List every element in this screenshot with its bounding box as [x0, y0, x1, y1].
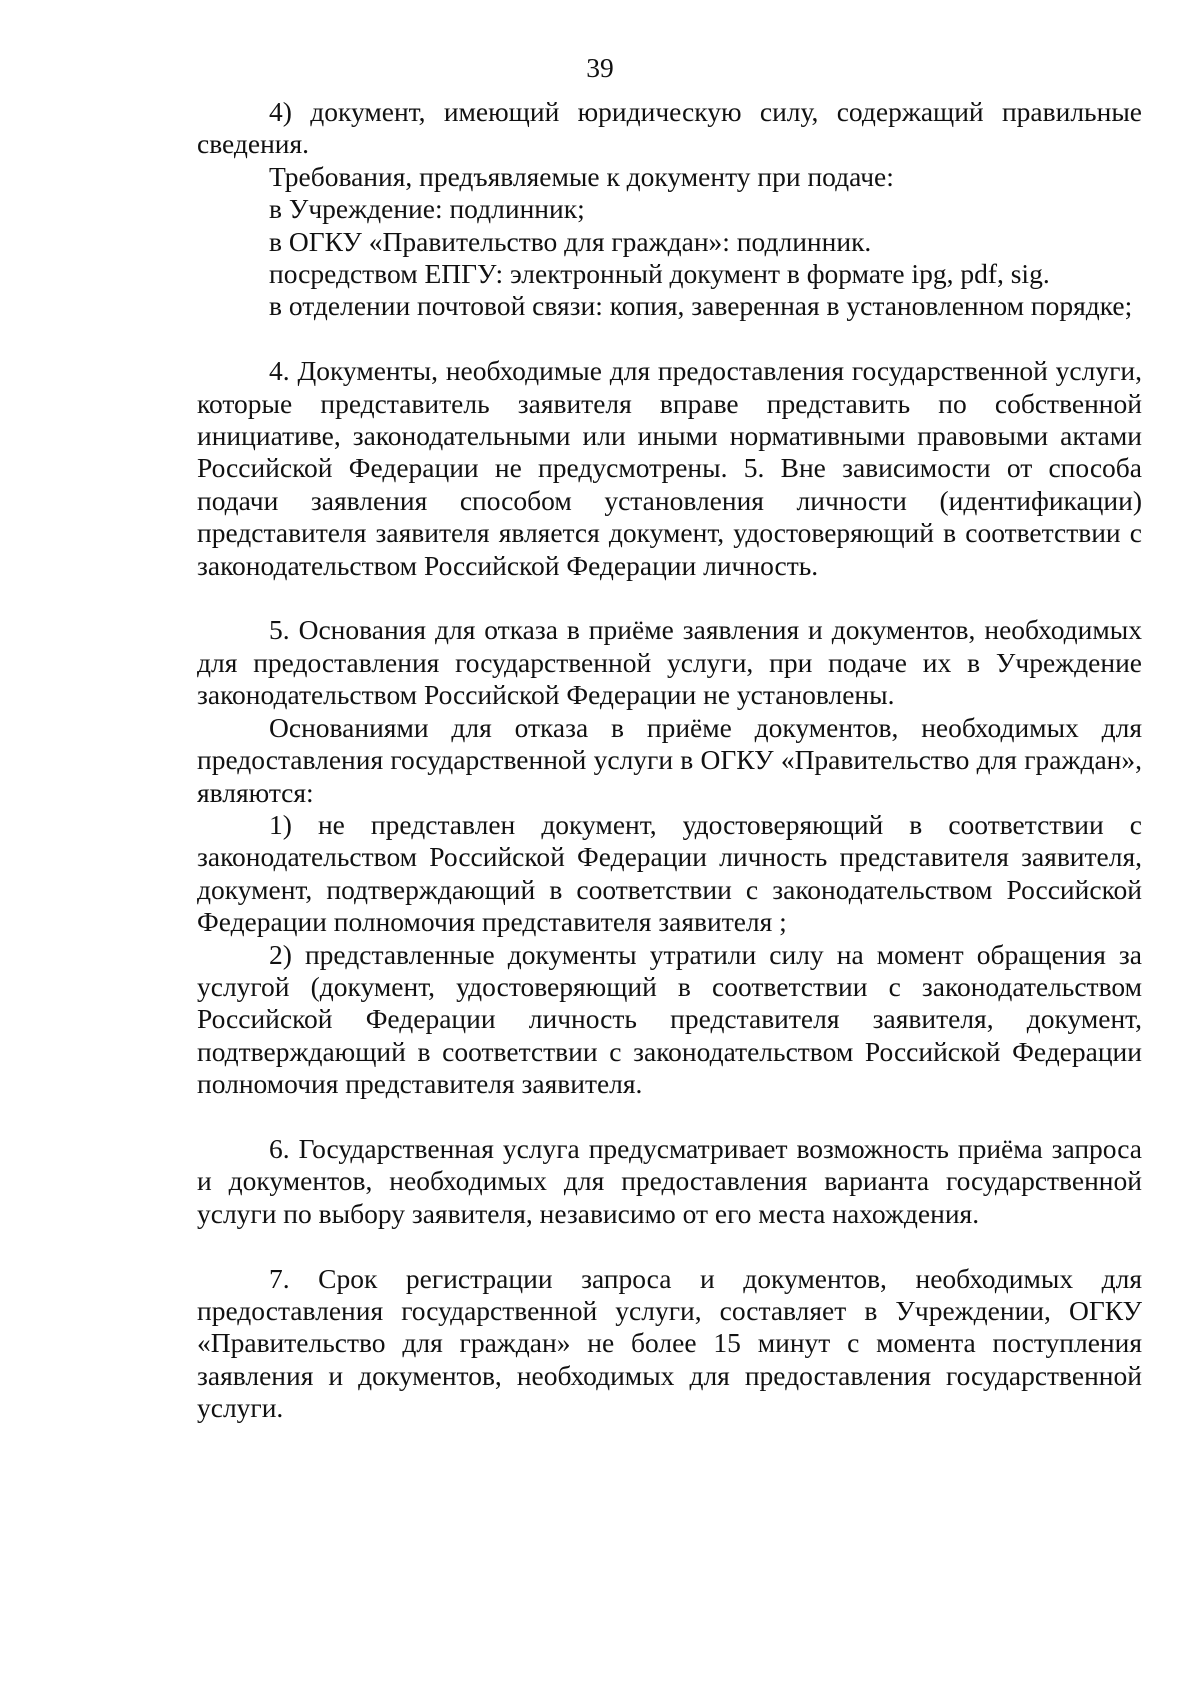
paragraph-section-7: 7. Срок регистрации запроса и документов, необходимых для предоставления государственной услуги, составляет в Учреждении, ОГКУ «Правительство для граждан» не более 15 минут с момента поступления заявления и документов, необходимых для предоставления государственной услуги.	[197, 1262, 1142, 1424]
paragraph-requirement-epgu: посредством ЕПГУ: электронный документ в формате ipg, pdf, sig.	[269, 258, 1050, 290]
document-body	[197, 96, 1142, 1425]
paragraph-refusal-ground-2: 2) представленные документы утратили силу на момент обращения за услугой (документ, удостоверяющий в соответствии с законодательством Российской Федерации личность представителя заявителя, документ, подтверждающий в соответствии с законодательством Российской Федерации полномочия представителя заявителя.	[197, 938, 1142, 1100]
paragraph-requirement-post: в отделении почтовой связи: копия, заверенная в установленном порядке;	[269, 290, 1133, 322]
paragraph-item-4-document: 4) документ, имеющий юридическую силу, содержащий правильные сведения.	[197, 96, 1142, 160]
paragraph-section-5: 5. Основания для отказа в приёме заявления и документов, необходимых для предоставления государственной услуги, при подаче их в Учреждение законодательством Российской Федерации не установлены.	[197, 614, 1142, 711]
paragraph-requirement-ogku: в ОГКУ «Правительство для граждан»: подлинник.	[269, 225, 872, 257]
paragraph-requirements-intro: Требования, предъявляемые к документу при подаче:	[269, 160, 894, 192]
paragraph-requirement-institution: в Учреждение: подлинник;	[269, 193, 585, 225]
page-number: 39	[586, 52, 614, 83]
paragraph-section-4: 4. Документы, необходимые для предоставления государственной услуги, которые представитель заявителя вправе представить по собственной инициативе, законодательными или иными нормативными правовыми актами Российской Федерации не предусмотрены. 5. Вне зависимости от способа подачи заявления способом установления личности (идентификации) представителя заявителя является документ, удостоверяющий в соответствии с законодательством Российской Федерации личность.	[197, 355, 1142, 581]
paragraph-refusal-grounds-intro: Основаниями для отказа в приёме документов, необходимых для предоставления государственной услуги в ОГКУ «Правительство для граждан», являются:	[197, 711, 1142, 808]
paragraph-section-6: 6. Государственная услуга предусматривает возможность приёма запроса и документов, необходимых для предоставления варианта государственной услуги по выбору заявителя, независимо от его места нахождения.	[197, 1132, 1142, 1229]
paragraph-refusal-ground-1: 1) не представлен документ, удостоверяющий в соответствии с законодательством Российской Федерации личность представителя заявителя, документ, подтверждающий в соответствии с законодательством Российской Федерации полномочия представителя заявителя ;	[197, 808, 1142, 938]
